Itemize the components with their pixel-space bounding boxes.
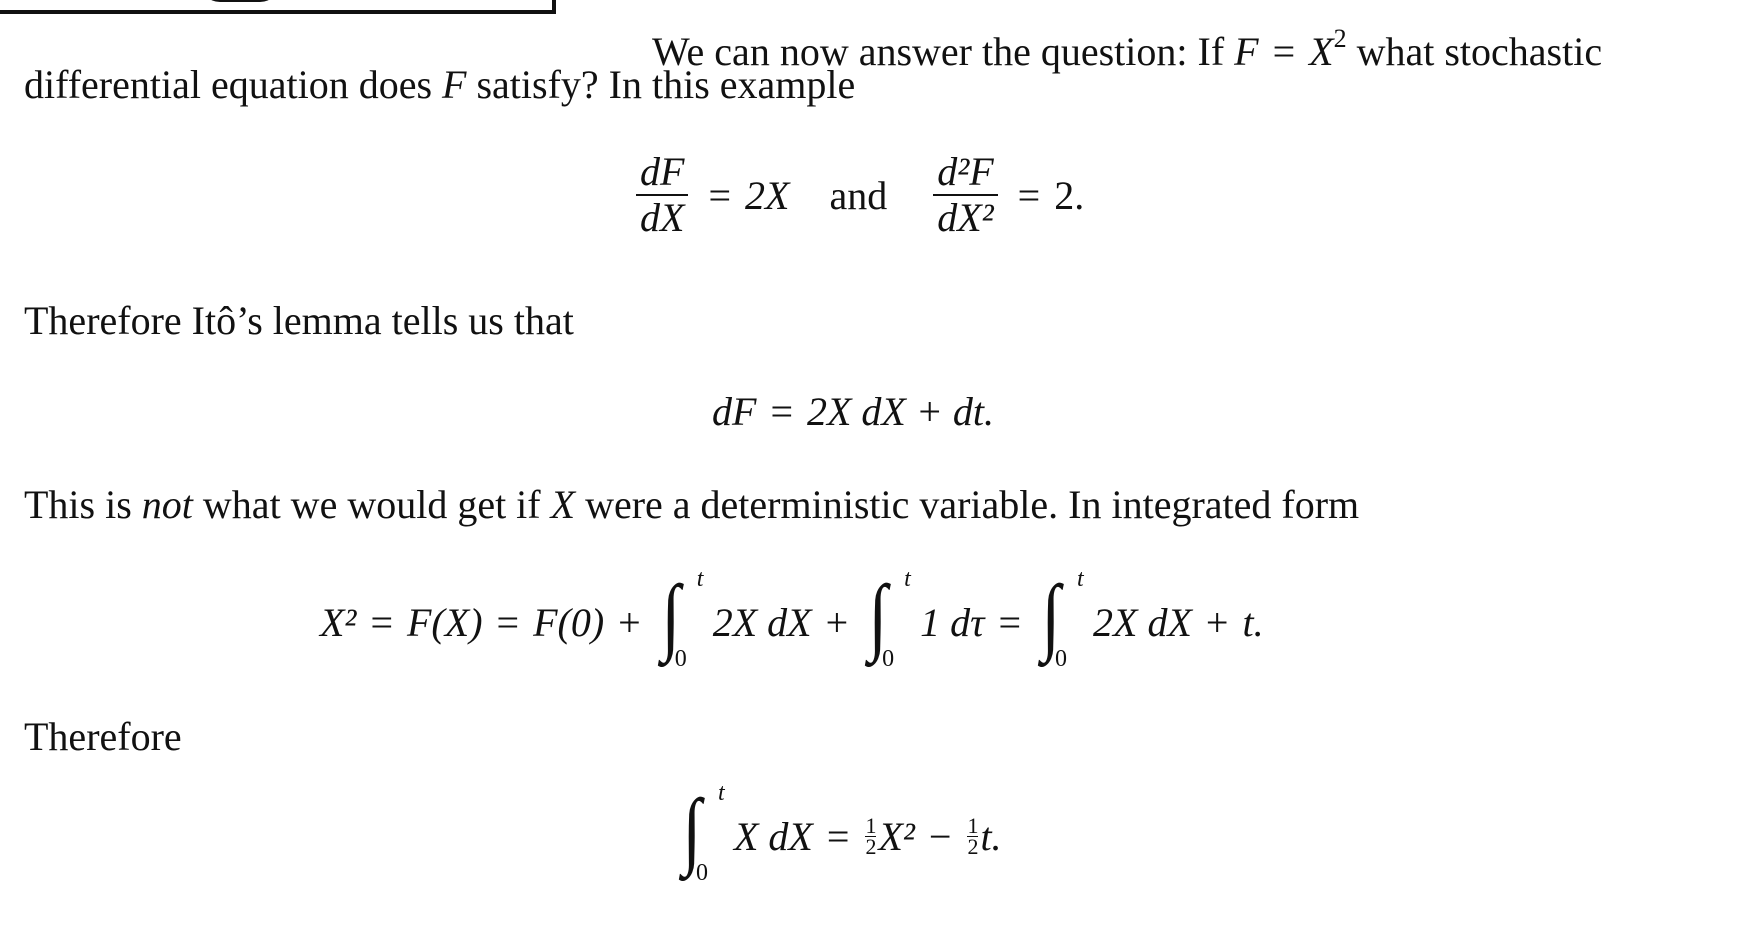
integral-upper-limit: t <box>696 566 704 592</box>
fraction-numerator: dF <box>640 149 685 194</box>
math-operator: = <box>708 172 731 218</box>
math-exponent: 2 <box>1333 24 1347 53</box>
math-expression: 2. <box>1054 172 1085 218</box>
fraction-denominator: dX² <box>937 195 994 240</box>
integral-sign <box>680 780 726 886</box>
integrand: 2X dX <box>712 599 812 645</box>
math-operator: + <box>1205 599 1229 645</box>
paragraph-question-cont <box>24 60 1744 110</box>
math-operator: = <box>1272 29 1296 74</box>
integral-upper-limit: t <box>718 780 725 806</box>
math-expression: X² <box>320 599 357 645</box>
math-operator: = <box>998 599 1022 645</box>
integral-lower-limit: 0 <box>882 646 895 672</box>
fraction-denominator: 2 <box>865 833 877 859</box>
math-expression: F(0) <box>533 599 605 645</box>
text: This is <box>24 482 142 527</box>
equation-integrated <box>320 566 1264 672</box>
text: satisfy? In this example <box>466 62 856 107</box>
math-expression: 2X dX + dt. <box>807 389 994 434</box>
integral-sign <box>1039 566 1085 672</box>
integral-lower-limit: 0 <box>696 860 708 886</box>
math-operator: = <box>1017 172 1041 218</box>
math-symbol: F <box>1234 29 1259 74</box>
text: what stochastic <box>1346 29 1603 74</box>
fraction-half <box>967 812 979 859</box>
math-expression: 2X <box>745 172 790 218</box>
integrand: X dX <box>734 813 813 859</box>
equation-sde <box>712 388 994 435</box>
text: We can now answer the question: If <box>652 29 1235 74</box>
integral-lower-limit: 0 <box>1055 646 1068 672</box>
math-operator: = <box>770 389 793 434</box>
math-expression: dF <box>712 389 757 434</box>
integrand: 2X dX <box>1093 599 1192 645</box>
integral-upper-limit: t <box>1077 566 1084 592</box>
math-expression: t. <box>980 813 1002 859</box>
integral-upper-limit: t <box>904 566 911 592</box>
fraction-numerator: 1 <box>865 812 877 838</box>
fraction-half <box>865 812 877 859</box>
integral-symbol: ∫ <box>661 567 680 663</box>
text: what we would get if <box>192 482 551 527</box>
integral-symbol: ∫ <box>868 567 888 663</box>
emphasis-text: not <box>141 482 193 527</box>
math-symbol: F <box>442 62 467 107</box>
text: Therefore <box>24 714 182 759</box>
integral-sign <box>659 566 705 672</box>
math-operator: + <box>825 599 849 645</box>
math-expression: X² <box>878 813 915 859</box>
figure-frame-bottom <box>0 0 556 14</box>
text: differential equation does <box>24 62 443 107</box>
paragraph-therefore <box>24 712 1744 762</box>
equation-result <box>676 780 1002 886</box>
integral-lower-limit: 0 <box>674 646 687 672</box>
math-operator: = <box>496 599 520 645</box>
integral-sign <box>866 566 912 672</box>
paragraph-ito <box>24 296 1744 346</box>
text: were a deterministic variable. In integrated form <box>575 482 1360 527</box>
math-expression: t. <box>1242 599 1264 645</box>
math-operator: − <box>928 813 952 859</box>
fraction-numerator: d²F <box>937 149 994 194</box>
integral-symbol: ∫ <box>682 781 702 877</box>
math-operator: + <box>618 599 641 645</box>
integral-symbol: ∫ <box>1041 567 1061 663</box>
figure-curve-fragment <box>200 0 280 2</box>
fraction-denominator: 2 <box>967 833 979 859</box>
fraction-dF-dX <box>636 150 688 240</box>
fraction-d2F-dX2 <box>933 150 997 240</box>
conjunction-text: and <box>829 172 888 218</box>
math-symbol: X <box>550 482 576 527</box>
integrand: 1 dτ <box>920 599 985 645</box>
text: Therefore Itô’s lemma tells us that <box>24 298 574 343</box>
equation-derivatives <box>630 150 1084 240</box>
math-symbol: X <box>1309 29 1334 74</box>
fraction-denominator: dX <box>640 195 685 240</box>
math-operator: = <box>370 599 393 645</box>
paragraph-deterministic <box>24 480 1744 530</box>
math-operator: = <box>826 813 850 859</box>
math-expression: F(X) <box>407 599 483 645</box>
fraction-numerator: 1 <box>967 812 979 838</box>
